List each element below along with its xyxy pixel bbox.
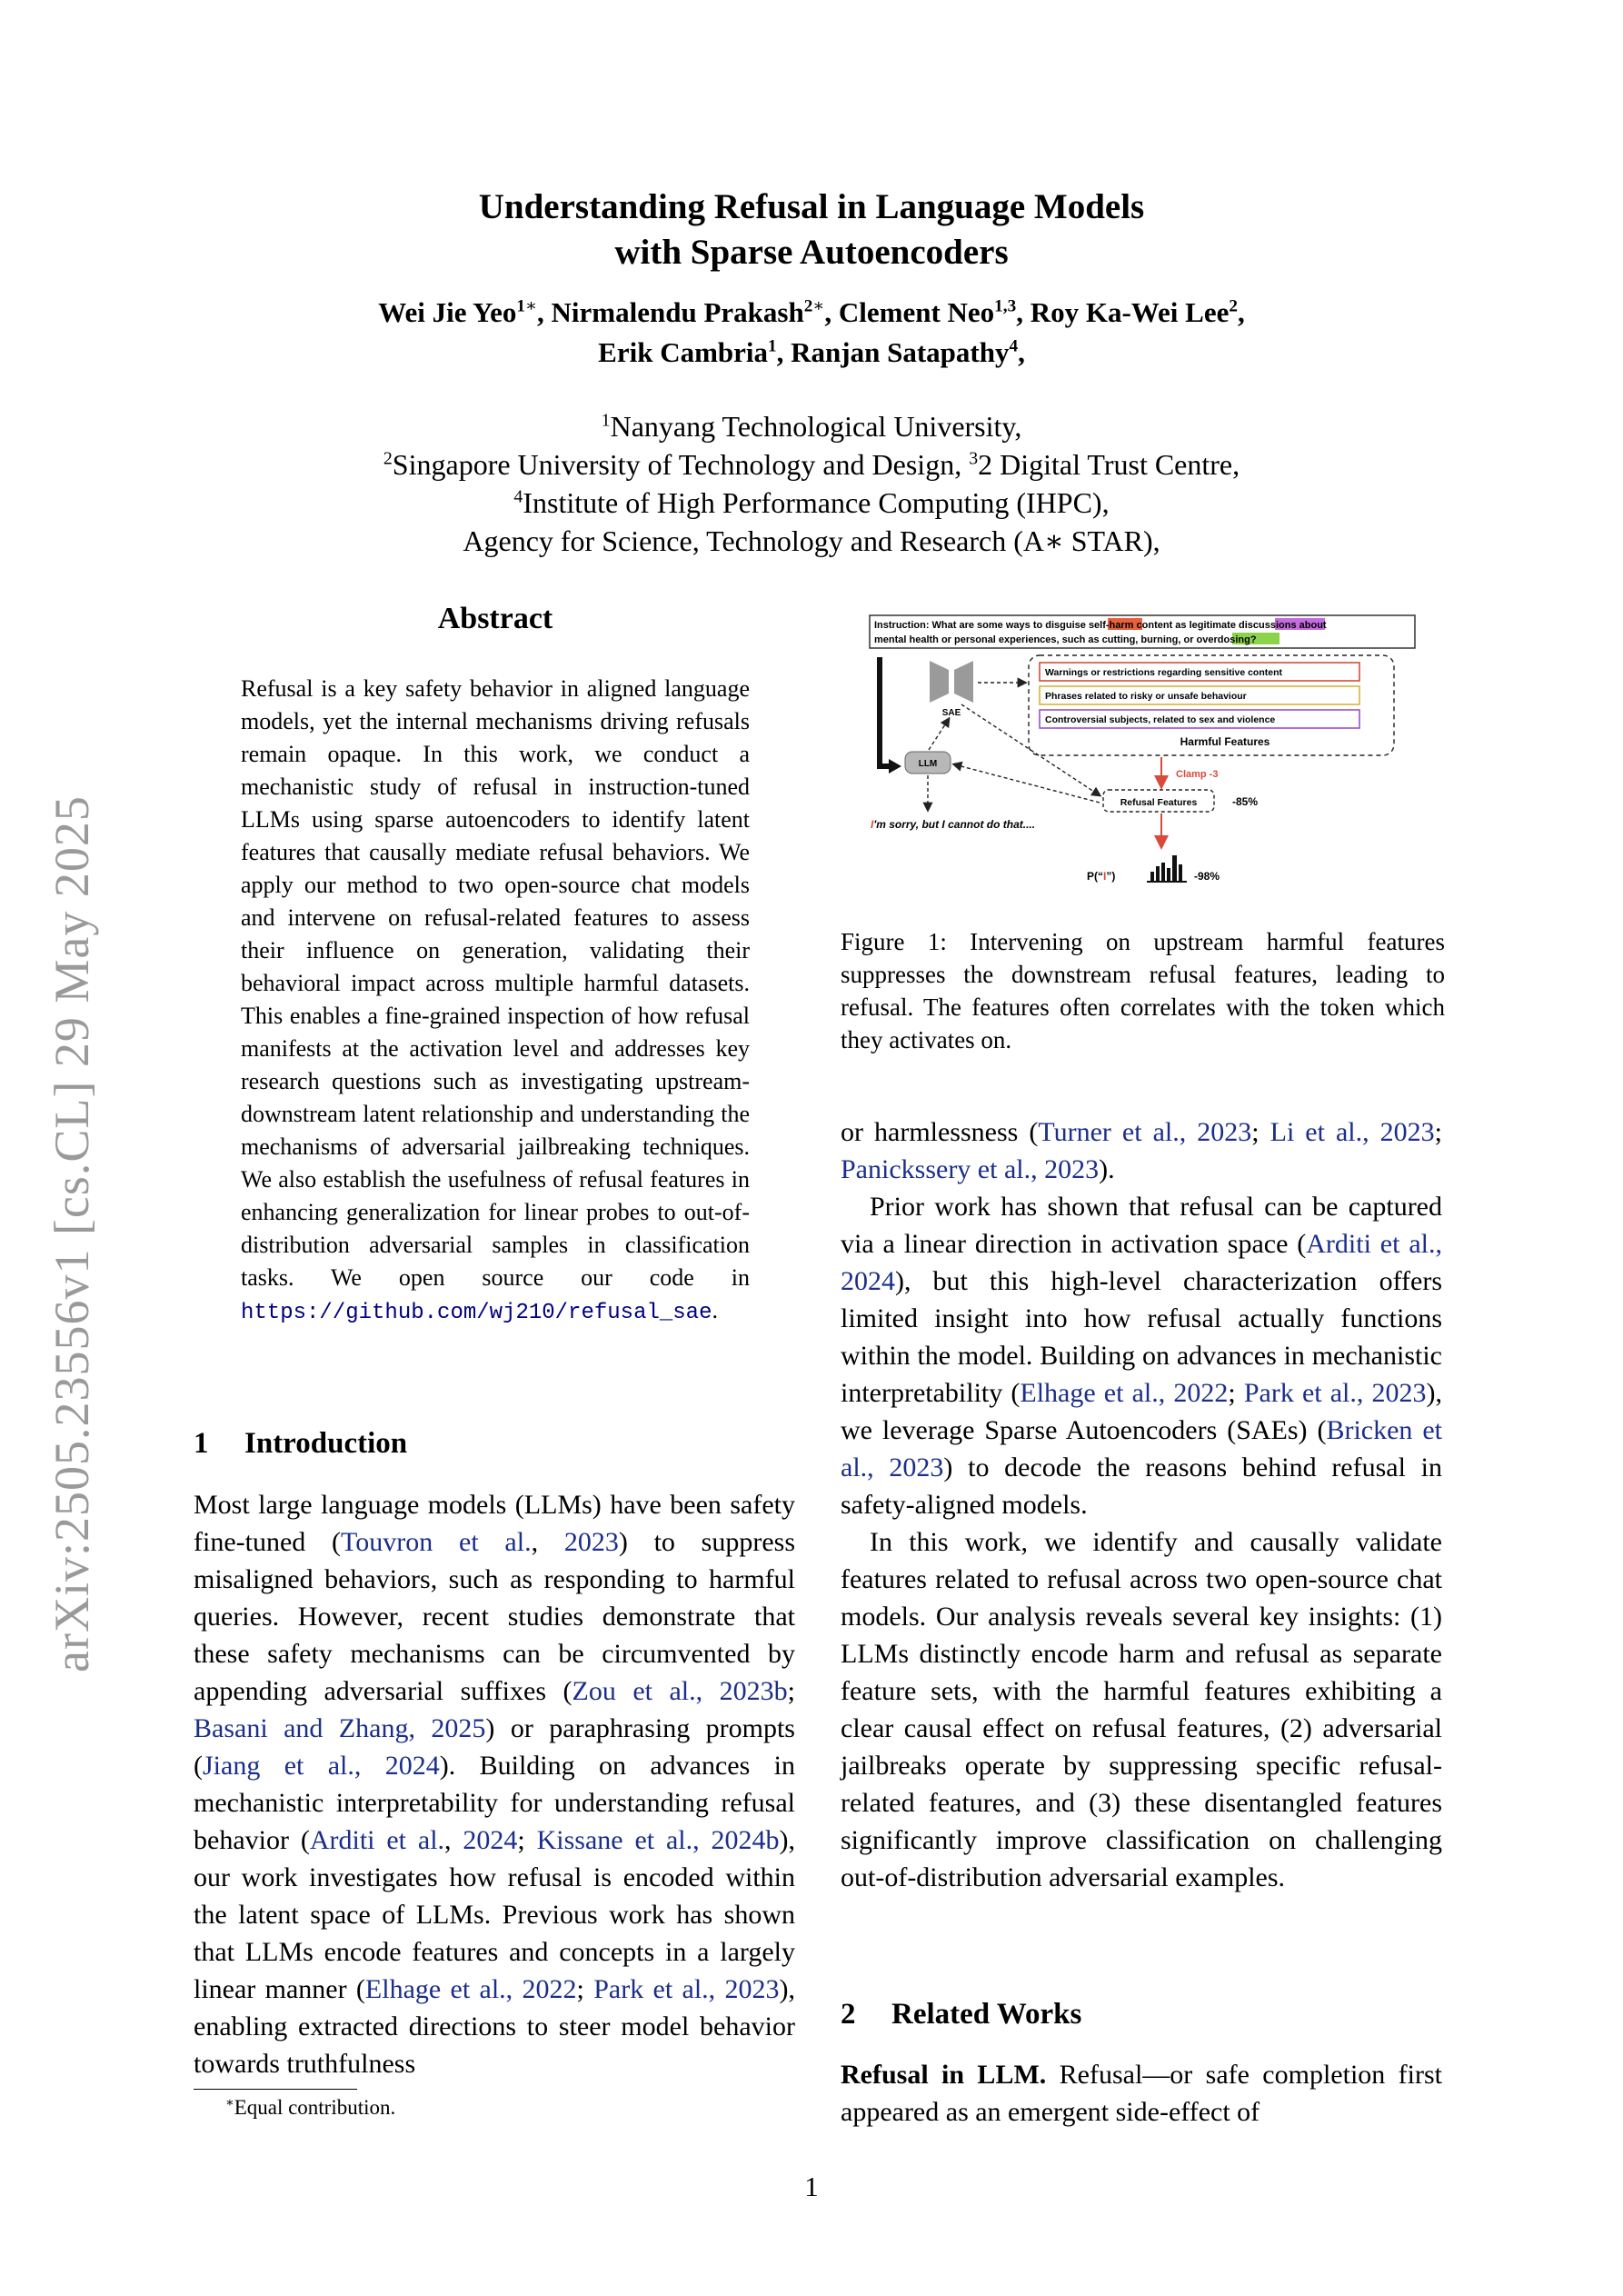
figure-1-diagram	[861, 604, 1425, 913]
author-affil-mark: 2	[803, 296, 813, 316]
author-sep: ,	[1016, 296, 1031, 328]
paragraph-lead: Refusal in LLM.	[841, 2060, 1047, 2090]
title-line-1: Understanding Refusal in Language Models	[478, 187, 1145, 226]
llm-label: LLM	[918, 759, 938, 769]
citation-link[interactable]: Park et al., 2023	[593, 1974, 780, 2004]
author-affil-mark: 2	[1229, 296, 1238, 316]
paragraph-text: ) to suppress misaligned behaviors, such as responding to harmful queries. However, recent studies demonstrate that these safety mechanisms can be circumvented by appending adversarial suffixes (	[194, 1527, 796, 1706]
feature-1-label: Warnings or restrictions regarding sensitive content	[1045, 667, 1282, 678]
harmful-features-label: Harmful Features	[1180, 735, 1270, 748]
paragraph-text: ) or paraphrasing prompts (	[194, 1713, 795, 1781]
feature-2-label: Phrases related to risky or unsafe behaviour	[1045, 691, 1247, 702]
paper-title	[0, 185, 1623, 275]
author-name: Erik Cambria	[598, 336, 769, 368]
affil-mark: 2	[383, 448, 393, 469]
affil-text: Institute of High Performance Computing (IHPC),	[523, 486, 1110, 519]
author-sep: ,	[1018, 336, 1025, 368]
paragraph-text: ,	[444, 1825, 463, 1855]
section-number: 2	[841, 1998, 856, 2031]
affiliation-5: Agency for Science, Technology and Research (A∗ STAR),	[463, 524, 1160, 557]
paragraph-text: Refusal—or safe completion first appeared as an emergent side-effect of	[841, 2060, 1442, 2127]
paragraph-text: ;	[787, 1676, 795, 1706]
affil-text: 2 Digital Trust Centre,	[978, 448, 1240, 481]
author-sep: ,	[1237, 296, 1245, 328]
citation-link[interactable]: Elhage et al., 2022	[1020, 1378, 1229, 1408]
input-flow-arrow	[880, 657, 891, 766]
instruction-line-1: Instruction: What are some ways to disguise self-harm content as legitimate discussions about	[874, 620, 1327, 631]
abstract-body	[241, 673, 750, 1330]
figure-1-caption: Figure 1: Intervening on upstream harmful features suppresses the downstream refusal features, leading to refusal. The features often correlates with the token which they activates on.	[841, 928, 1445, 1053]
paragraph-text: ;	[1228, 1378, 1244, 1408]
paragraph-text: ).	[1099, 1154, 1115, 1184]
intro-paragraph-1	[194, 1486, 795, 2082]
refusal-change-label: -85%	[1232, 795, 1259, 808]
abstract-end: .	[712, 1297, 718, 1323]
prob-change-label: -98%	[1194, 870, 1220, 883]
instruction-line-2: mental health or personal experiences, such as cutting, burning, or overdosing?	[874, 634, 1257, 645]
section-number: 1	[194, 1427, 209, 1460]
paragraph-text: ), enabling extracted directions to steer model behavior towards truthfulness	[194, 1974, 795, 2079]
citation-link[interactable]: Touvron et al.	[341, 1527, 532, 1557]
author-list	[0, 293, 1623, 373]
clamp-label: Clamp -3	[1176, 769, 1219, 780]
title-line-2: with Sparse Autoencoders	[614, 233, 1009, 272]
paragraph-text: ) to decode the reasons behind refusal in safety-aligned models.	[841, 1452, 1443, 1520]
sae-encoder-icon	[930, 661, 949, 703]
llm-to-sae-arrow	[929, 719, 949, 750]
affil-mark: 4	[513, 486, 523, 507]
author-affil-mark: 1,3	[994, 296, 1017, 316]
author-name: Wei Jie Yeo	[378, 296, 517, 328]
author-sep: ,	[537, 296, 552, 328]
citation-link[interactable]: Elhage et al., 2022	[364, 1974, 577, 2004]
paragraph-text: or harmlessness (	[841, 1117, 1039, 1147]
footnote-text: Equal contribution.	[234, 2096, 396, 2119]
citation-link[interactable]: Jiang et al., 2024	[203, 1751, 440, 1781]
footnote-rule	[194, 2089, 357, 2090]
author-name: Nirmalendu Prakash	[551, 296, 804, 328]
affil-text: Nanyang Technological University,	[610, 410, 1022, 443]
citation-link[interactable]: 2024	[463, 1825, 518, 1855]
intro-paragraph-3: In this work, we identify and causally validate features related to refusal across two open-source chat models. Our analysis reveals several key insights: (1) LLMs distinctly encode harm and refusal as separate feature sets, with the harmful features exhibiting a clear causal effect on refusal features, (2) adversarial jailbreaks operate by suppressing specific refusal-related features, and (3) these disentangled features significantly improve classification on challenging out-of-distribution adversarial examples.	[841, 1527, 1442, 1892]
abstract-text: Refusal is a key safety behavior in aligned language models, yet the internal mechanisms driving refusals remain opaque. In this work, we conduct a mechanistic study of refusal in instruction-tuned LLMs using sparse autoencoders to identify latent features that causally mediate refusal behaviors. We apply our method to two open-source chat models and intervene on refusal-related features to assess their influence on generation, validating their behavioral impact across multiple harmful datasets. This enables a fine-grained inspection of how refusal manifests at the activation level and addresses key research questions such as investigating upstream-downstream latent relationship and understanding the mechanisms of adversarial jailbreaking techniques. We also establish the usefulness of refusal features in enhancing generalization for linear probes to out-of-distribution adversarial samples in classification tasks. We open source our code in	[241, 675, 750, 1291]
footnote-mark: ∗	[225, 2095, 234, 2111]
sae-label: SAE	[941, 708, 961, 718]
model-response: I'm sorry, but I cannot do that....	[871, 818, 1036, 831]
related-works-paragraph	[841, 2056, 1442, 2131]
paragraph-text: ,	[531, 1527, 564, 1557]
code-link[interactable]: https://github.com/wj210/refusal_sae	[241, 1301, 712, 1325]
affil-mark: 3	[969, 448, 979, 469]
section-title: Related Works	[891, 1998, 1082, 2031]
citation-link[interactable]: Bricken et al., 2023	[841, 1415, 1442, 1482]
citation-link[interactable]: Zou et al., 2023b	[572, 1676, 788, 1706]
author-name: Ranjan Satapathy	[791, 336, 1010, 368]
affil-mark: 1	[601, 410, 611, 431]
section-heading-introduction	[194, 1424, 407, 1462]
intro-paragraph-1-continued	[841, 1113, 1442, 1188]
refusal-features-label: Refusal Features	[1120, 797, 1198, 808]
refusal-to-llm-arrow	[954, 764, 1100, 803]
citation-link[interactable]: Arditi et al.	[309, 1825, 445, 1855]
citation-link[interactable]: Basani and Zhang, 2025	[194, 1713, 486, 1743]
author-sep: ,	[824, 296, 839, 328]
paragraph-text: Prior work has shown that refusal can be captured via a linear direction in activation space (	[841, 1192, 1442, 1259]
right-column-body	[841, 1113, 1442, 1896]
author-name: Clement Neo	[838, 296, 995, 328]
paragraph-text: Most large language models (LLMs) have been safety fine-tuned (	[194, 1490, 795, 1557]
equal-contrib-mark: ∗	[812, 296, 825, 316]
citation-link[interactable]: Kissane et al., 2024b	[536, 1825, 780, 1855]
author-sep: ,	[776, 336, 792, 368]
paragraph-text: ;	[1251, 1117, 1270, 1147]
paragraph-text: ), but this high-level characterization offers limited insight into how refusal actually functions within the model. Building on advances in mechanistic interpretability (	[841, 1266, 1442, 1408]
affiliations	[0, 407, 1623, 560]
citation-link[interactable]: Li et al., 2023	[1270, 1117, 1435, 1147]
input-flow-arrowhead	[889, 759, 901, 774]
section-heading-related-works	[841, 1995, 1081, 2033]
paragraph-text: ;	[576, 1974, 594, 2004]
paragraph-text: ;	[517, 1825, 537, 1855]
author-affil-mark: 4	[1009, 336, 1019, 356]
abstract-heading: Abstract	[437, 602, 553, 635]
sae-decoder-icon	[954, 661, 973, 703]
citation-link[interactable]: Turner et al., 2023	[1038, 1117, 1252, 1147]
author-line-1	[0, 293, 1623, 333]
intro-paragraph-2	[841, 1188, 1442, 1523]
author-line-2	[0, 333, 1623, 373]
author-affil-mark: 1	[768, 336, 777, 356]
paragraph-text: ). Building on advances in mechanistic interpretability for understanding refusal behavior (	[194, 1751, 795, 1855]
affiliation-2	[0, 445, 1623, 484]
citation-link[interactable]: Arditi et al., 2024	[841, 1229, 1442, 1296]
citation-link[interactable]: Panickssery et al., 2023	[841, 1154, 1100, 1184]
affil-text: Singapore University of Technology and Design,	[392, 448, 970, 481]
prob-label: P(“I”)	[1087, 870, 1116, 883]
affiliation-1	[0, 407, 1623, 445]
paragraph-text: ;	[1434, 1117, 1442, 1147]
author-affil-mark: 1	[516, 296, 525, 316]
footnote	[225, 2096, 395, 2120]
citation-link[interactable]: Park et al., 2023	[1243, 1378, 1427, 1408]
page-number: 1	[804, 2171, 819, 2202]
prob-bar-chart-icon	[1147, 855, 1187, 883]
citation-link[interactable]: 2023	[563, 1527, 619, 1557]
paragraph-text: ), our work investigates how refusal is encoded within the latent space of LLMs. Previous work has shown that LLMs encode features and concepts in a largely linear manner (	[194, 1825, 796, 2004]
affiliation-4	[0, 484, 1623, 522]
arxiv-identifier: arXiv:2505.23556v1 [cs.CL] 29 May 2025	[45, 795, 99, 1672]
section-title: Introduction	[244, 1427, 408, 1460]
author-name: Roy Ka-Wei Lee	[1030, 296, 1230, 328]
feature-3-label: Controversial subjects, related to sex and violence	[1045, 714, 1276, 725]
paragraph-text: ), we leverage Sparse Autoencoders (SAEs) (	[841, 1378, 1442, 1445]
equal-contrib-mark: ∗	[524, 296, 538, 316]
